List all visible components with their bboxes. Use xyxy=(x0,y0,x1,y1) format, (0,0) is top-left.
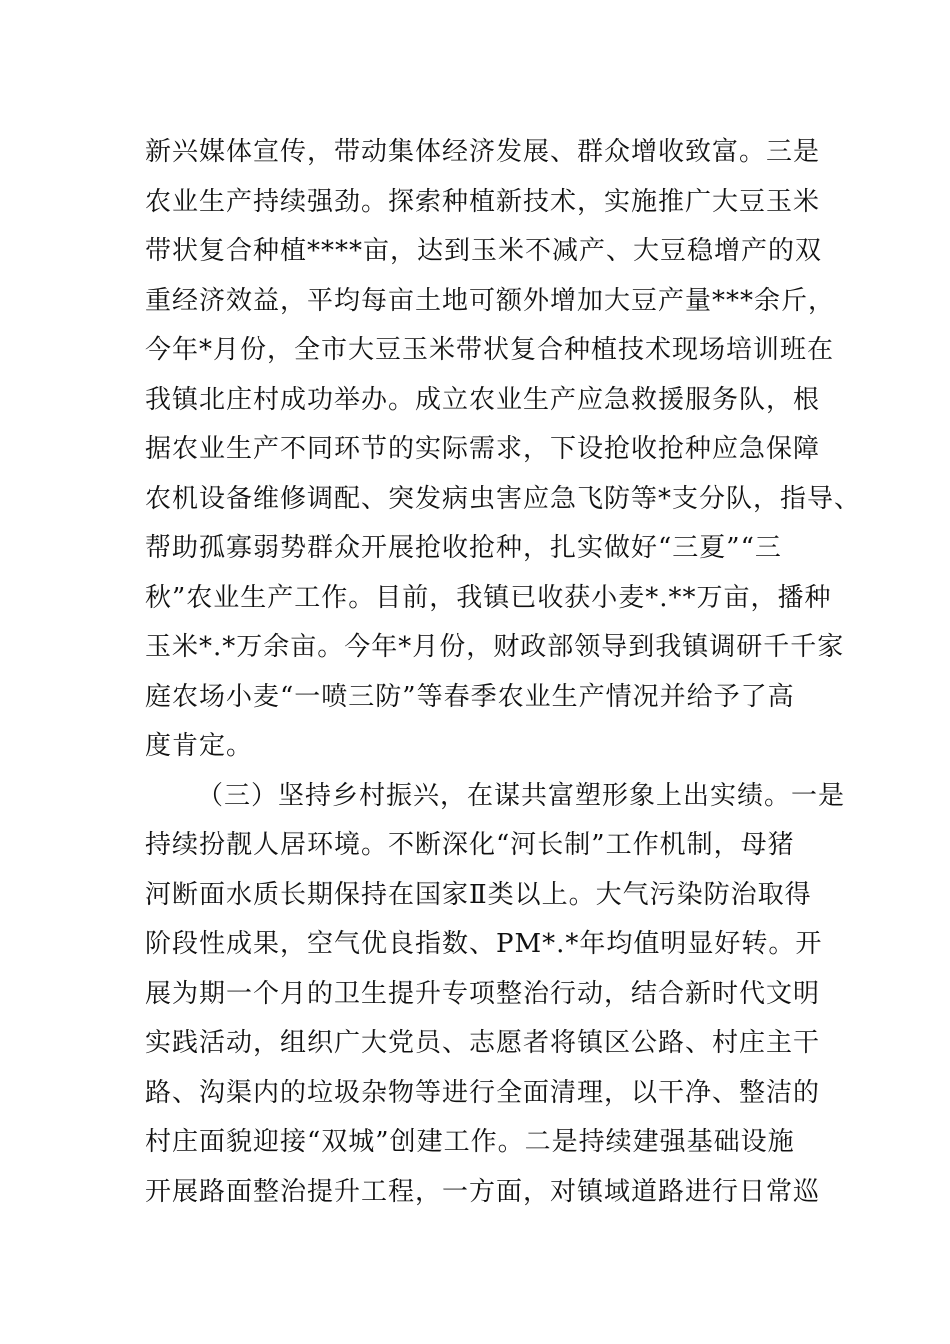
text-line: 据农业生产不同环节的实际需求，下设抢收抢种应急保障 xyxy=(145,434,821,464)
text-line: 秋”农业生产工作。目前，我镇已收获小麦*.**万亩，播种 xyxy=(145,582,832,613)
text-line: 农机设备维修调配、突发病虫害应急飞防等*支分队，指导、 xyxy=(145,483,862,514)
text-line: 农业生产持续强劲。探索种植新技术，实施推广大豆玉米 xyxy=(145,186,821,217)
text-line: 度肯定。 xyxy=(145,731,254,761)
text-line: 新兴媒体宣传，带动集体经济发展、群众增收致富。三是 xyxy=(145,137,821,167)
text-line: 河断面水质长期保持在国家Ⅱ类以上。大气污染防治取得 xyxy=(145,879,812,910)
text-line: 我镇北庄村成功举办。成立农业生产应急救援服务队，根 xyxy=(145,384,821,415)
text-line: 开展路面整治提升工程，一方面，对镇域道路进行日常巡 xyxy=(145,1176,821,1207)
document-body xyxy=(145,128,862,1217)
text-line: 实践活动，组织广大党员、志愿者将镇区公路、村庄主干 xyxy=(145,1028,821,1058)
text-line: 今年*月份，全市大豆玉米带状复合种植技术现场培训班在 xyxy=(145,335,835,365)
text-line: 重经济效益，平均每亩土地可额外增加大豆产量***余斤， xyxy=(145,285,836,316)
section-heading-line: （三）坚持乡村振兴，在谋共富塑形象上出实绩。一是 xyxy=(197,780,846,811)
text-line: 村庄面貌迎接“双城”创建工作。二是持续建强基础设施 xyxy=(145,1127,795,1157)
text-line: 庭农场小麦“一喷三防”等春季农业生产情况并给予了高 xyxy=(145,681,795,712)
text-line: 玉米*.*万余亩。今年*月份，财政部领导到我镇调研千千家 xyxy=(145,632,845,662)
text-line: 展为期一个月的卫生提升专项整治行动，结合新时代文明 xyxy=(145,978,821,1009)
text-line: 帮助孤寡弱势群众开展抢收抢种，扎实做好“三夏”“三 xyxy=(145,533,782,563)
text-line: 路、沟渠内的垃圾杂物等进行全面清理，以干净、整洁的 xyxy=(145,1077,821,1108)
text-line: 持续扮靓人居环境。不断深化“河长制”工作机制，母猪 xyxy=(145,830,795,860)
text-line: 阶段性成果，空气优良指数、PM*.*年均值明显好转。开 xyxy=(145,929,823,959)
text-line: 带状复合种植****亩，达到玉米不减产、大豆稳增产的双 xyxy=(145,236,823,266)
